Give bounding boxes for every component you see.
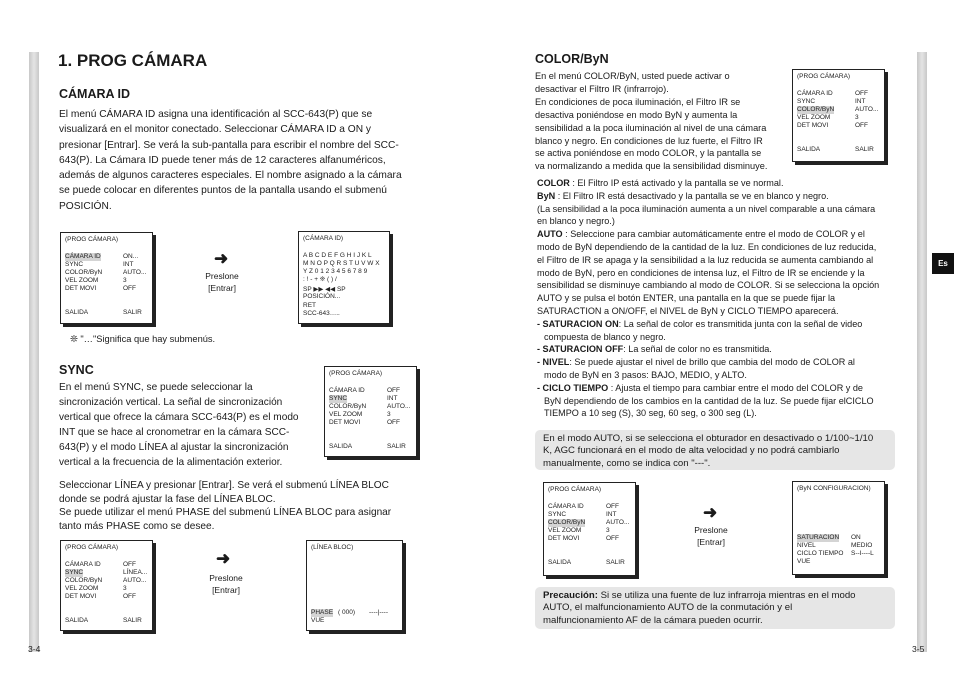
charset-line: A B C D E F G H I J K L [303, 252, 372, 259]
text-line: además de algunos caracteres especiales. El nombre asignado a la cámara [59, 170, 402, 182]
color-byn-intro [535, 70, 785, 173]
menu-item-salida: SALIDA [65, 617, 89, 624]
enter-label: [Entrar] [212, 584, 240, 595]
menu-value: INT [855, 98, 866, 105]
menu-value: AUTO... [123, 269, 147, 276]
enter-label: [Entrar] [697, 536, 725, 547]
text-line: presionar [Entrar]. Se verá la sub-pantalla para escribir el nombre del SCC- [59, 139, 399, 151]
menu-item-ret: RET [303, 302, 316, 309]
text-line: visualizará en el monitor conectado. Seleccionar CÁMARA ID a ON y [59, 124, 371, 136]
caution-note [535, 587, 895, 629]
term-auto: AUTO [537, 229, 563, 240]
menu-value: 3 [123, 277, 127, 284]
text-line: vertical a la frecuencia de la alimentación exterior. [59, 457, 283, 468]
caution-label: Precaución: [543, 590, 598, 601]
term-sat-on: - SATURACION ON [537, 318, 619, 329]
camera-name: SCC-643….. [303, 310, 340, 317]
menu-value: S--I----L [851, 550, 874, 557]
menu-item-phase: PHASE [311, 609, 334, 616]
menu-item-vue: VUE [797, 558, 811, 565]
menu-title: (LÍNEA BLOC) [311, 544, 354, 551]
press-enter-instruction [200, 573, 252, 596]
menu-value-salir: SALIR [123, 617, 142, 624]
right-binding-bar [917, 52, 927, 652]
desc: : La señal de color no es transmitida. [623, 344, 772, 355]
color-mode-line [537, 177, 907, 190]
desc: Si se utiliza una fuente de luz infrarroja mientras en el modo [597, 590, 856, 601]
section-heading-sync: SYNC [59, 363, 94, 377]
menu-prog-camara-color [792, 69, 885, 162]
text-line: En el menú COLOR/ByN, usted puede activar o [535, 71, 730, 81]
menu-value-salir: SALIR [606, 559, 625, 566]
menu-value: INT [123, 261, 134, 268]
menu-item-det-movi: DET MOVI [65, 285, 97, 292]
press-enter-instruction [196, 271, 248, 294]
enter-label: [Entrar] [208, 282, 236, 293]
text-line: INT que se hace al cronometrar en la cámara SCC- [59, 427, 290, 438]
menu-title: (ByN CONFIGURACION) [797, 485, 871, 492]
language-tab-es: Es [932, 253, 954, 274]
text-line: en blanco y negro.) [537, 216, 615, 227]
text-line: AUTO, el malfuncionamiento AUTO de la conmutación y el [543, 602, 793, 614]
text-line: En el modo AUTO, si se selecciona el obturador en desactivado o 1/100~1/10 [543, 433, 874, 444]
desc: : Ajusta el tiempo para cambiar entre el modo del COLOR y de [608, 382, 863, 393]
menu-item-camara-id: CÁMARA ID [329, 387, 365, 394]
menu-value: OFF [387, 387, 400, 394]
sync-body [59, 380, 319, 470]
menu-title: (PROG CÁMARA) [797, 73, 851, 80]
auto-mode-line [537, 228, 907, 241]
menu-item-color-byn: COLOR/ByN [329, 403, 367, 410]
text-line: En condiciones de poca iluminación, el Filtro IR se [535, 96, 741, 107]
caution-line [543, 590, 889, 602]
menu-item-det-movi: DET MOVI [548, 535, 580, 542]
menu-value: MEDIO [851, 542, 873, 549]
menu-value: OFF [387, 419, 400, 426]
menu-item-sync: SYNC [329, 395, 348, 402]
menu-item-camara-id: CÁMARA ID [65, 561, 101, 568]
page-number-right: 3-5 [912, 644, 925, 654]
menu-value: 3 [606, 527, 610, 534]
menu-item-vue: VUE [311, 617, 325, 624]
menu-value: OFF [123, 593, 136, 600]
camara-id-body [59, 107, 419, 214]
menu-prog-camara-linea [60, 540, 153, 631]
ciclo-line [537, 382, 907, 395]
menu-value: INT [606, 511, 617, 518]
menu-item-vel-zoom: VEL ZOOM [65, 585, 99, 592]
menu-title: (PROG CÁMARA) [329, 370, 383, 377]
menu-item-sync: SYNC [65, 261, 84, 268]
text-line: 643(P) y el modo LÍNEA al ajustar la sincronización [59, 442, 289, 453]
auto-mode-note [535, 430, 895, 470]
desc: : Seleccione para cambiar automáticamente entre el modo de COLOR y el [562, 229, 865, 240]
menu-item-salida: SALIDA [65, 309, 89, 316]
menu-value: LÍNEA... [123, 569, 148, 576]
text-line: donde se podrá ajustar la fase del LÍNEA BLOC. [59, 493, 276, 505]
text-line: tanto más PHASE como se desee. [59, 520, 215, 532]
page-title: 1. PROG CÁMARA [58, 51, 208, 70]
menu-item-color-byn: COLOR/ByN [65, 269, 103, 276]
phase-value: ( 000) [338, 609, 355, 616]
menu-linea-bloc [306, 540, 403, 631]
menu-item-camara-id: CÁMARA ID [797, 90, 833, 97]
press-label: Preslone [694, 525, 728, 535]
text-line: K, AGC funcionará en el modo de alta velocidad y no podrá cambiarlo [543, 445, 840, 457]
text-line: desactivar el Filtro IR (infrarrojo). [535, 83, 669, 94]
sat-on-line [537, 318, 907, 331]
text-line: sensibilidad a la poca iluminación al nivel de una cámara [535, 122, 767, 133]
menu-value: 3 [855, 114, 859, 121]
menu-prog-camara-sync [324, 366, 417, 457]
menu-camara-id [298, 231, 390, 324]
menu-value: ON... [123, 253, 139, 260]
menu-value: ON [851, 534, 861, 541]
text-line: compuesta de blanco y negro. [544, 331, 666, 342]
menu-value-salir: SALIR [387, 443, 406, 450]
menu-item-vel-zoom: VEL ZOOM [797, 114, 831, 121]
menu-byn-configuracion [792, 481, 885, 575]
text-line: modo de ByN en 3 pasos: BAJO, MEDIO, y ALTO. [544, 369, 747, 380]
desc: : El Filtro IR está desactivado y la pantalla se ve en blanco y negro. [555, 190, 829, 201]
text-line: desactiva poniéndose en modo ByN y aumenta la [535, 109, 738, 120]
byn-mode-line [537, 190, 907, 203]
text-line: se puede colocar en diferentes puntos de la pantalla usando el submenú [59, 185, 387, 197]
text-line: vertical que ofrece la cámara SCC-643(P) es el modo [59, 412, 299, 423]
arrow-right-icon: ➜ [703, 503, 718, 522]
text-line: se activa poniéndose en modo COLOR, y la pantalla se [535, 148, 762, 159]
menu-value: AUTO... [606, 519, 630, 526]
text-line: modo de ByN dependiendo de la cantidad de la luz. En condiciones de luz reducida, [537, 241, 877, 252]
text-line: El menú CÁMARA ID asigna una identificación al SCC-643(P) que se [59, 109, 373, 120]
menu-value: 3 [387, 411, 391, 418]
arrow-right-icon: ➜ [216, 549, 231, 568]
menu-item-vel-zoom: VEL ZOOM [329, 411, 363, 418]
desc: : El Filtro IP está activado y la pantalla se ve normal. [569, 178, 784, 188]
menu-item-det-movi: DET MOVI [65, 593, 97, 600]
sync-linea-body [59, 479, 419, 533]
menu-item-color-byn: COLOR/ByN [548, 519, 586, 526]
text-line: AUTO y se pulsa el botón ENTER, una pantalla en la que se puede fijar la [537, 293, 836, 304]
desc: : Se puede ajustar el nivel de brillo que cambia del modo de COLOR al [569, 357, 855, 368]
term-byn: ByN [537, 190, 556, 201]
menu-value: OFF [855, 122, 868, 129]
menu-item-color-byn: COLOR/ByN [797, 106, 835, 113]
press-enter-instruction [685, 525, 737, 548]
text-line: Seleccionar LÍNEA y presionar [Entrar]. Se verá el submenú LÍNEA BLOC [59, 480, 389, 491]
text-line: el Filtro de IR se apaga y la sensibilidad a la luz reducida se aumenta cambiando al [537, 254, 874, 265]
charset-line: : ! - + ❊ ( ) / [303, 276, 337, 283]
text-line: SATURACTION a ON/OFF, el NIVEL de ByN y CICLO TIEMPO aparecerá. [537, 305, 839, 316]
menu-value: OFF [123, 561, 136, 568]
menu-prog-camara-color-2 [543, 482, 636, 576]
menu-item-sync: SYNC [65, 569, 84, 576]
color-modes-description [537, 177, 907, 420]
menu-value-salir: SALIR [855, 146, 874, 153]
text-line: ByN dependiendo de los cambios en la cantidad de la luz. Se puede fijar elCICLO [544, 395, 874, 406]
charset-line: Y Z 0 1 2 3 4 5 6 7 8 9 [303, 268, 368, 275]
menu-item-vel-zoom: VEL ZOOM [65, 277, 99, 284]
menu-item-camara-id: CÁMARA ID [65, 253, 101, 260]
arrow-right-icon: ➜ [214, 249, 229, 268]
menu-item-salida: SALIDA [797, 146, 821, 153]
term-color: COLOR [537, 178, 570, 188]
menu-value-salir: SALIR [123, 309, 142, 316]
text-line: sensibilidad se disminuye cambiando al modo de COLOR. Si se selecciona la opción [537, 280, 880, 291]
section-heading-color-byn: COLOR/ByN [535, 52, 609, 66]
menu-item-vel-zoom: VEL ZOOM [548, 527, 582, 534]
menu-value: OFF [606, 535, 619, 542]
left-binding-bar [29, 52, 39, 652]
text-line: modo de ByN, pero en condiciones de intensa luz, el Filtro de IR se enciende y la [537, 267, 865, 278]
text-line: 643(P). La Cámara ID puede tener más de 12 caracteres alfanuméricos, [59, 154, 386, 166]
menu-value: 3 [123, 585, 127, 592]
term-sat-off: - SATURACION OFF [537, 344, 624, 355]
press-label: Preslone [209, 573, 243, 583]
press-label: Preslone [205, 271, 239, 281]
text-line: (La sensibilidad a la poca iluminación aumenta a un nivel comparable a una cámara [537, 203, 876, 214]
menu-value: AUTO... [855, 106, 879, 113]
desc: : La señal de color es transmitida junta con la señal de video [618, 318, 863, 329]
menu-item-sync: SYNC [548, 511, 567, 518]
text-line: va normalizando a medida que la sensibilidad disminuye. [535, 161, 768, 172]
menu-prog-camara-1 [60, 232, 153, 324]
menu-value: OFF [123, 285, 136, 292]
term-ciclo: - CICLO TIEMPO [537, 382, 609, 393]
charset-line: SP ▶▶ ◀◀ SP [303, 286, 346, 293]
menu-item-nivel: NIVEL [797, 542, 816, 549]
menu-value: INT [387, 395, 398, 402]
sat-off-line [537, 343, 907, 356]
menu-item-saturacion: SATURACION [797, 534, 840, 541]
submenu-footnote: ❊ "…"Significa que hay submenús. [70, 334, 216, 344]
charset-line: M N O P Q R S T U V W X [303, 260, 380, 267]
menu-title: (PROG CÁMARA) [65, 544, 119, 551]
menu-item-salida: SALIDA [548, 559, 572, 566]
menu-title: (CÁMARA ID) [303, 235, 344, 242]
menu-title: (PROG CÁMARA) [548, 486, 602, 493]
menu-item-sync: SYNC [797, 98, 816, 105]
menu-item-ciclo-tiempo: CICLO TIEMPO [797, 550, 844, 557]
text-line: Se puede utilizar el menú PHASE del submenú LÍNEA BLOC para asignar [59, 507, 392, 518]
menu-value: AUTO... [123, 577, 147, 584]
term-nivel: - NIVEL [537, 357, 570, 368]
menu-item-camara-id: CÁMARA ID [548, 503, 584, 510]
text-line: malfuncionamiento AF de la cámara pueden ocurrir. [543, 614, 763, 626]
menu-item-salida: SALIDA [329, 443, 353, 450]
menu-value: OFF [855, 90, 868, 97]
nivel-line [537, 356, 907, 369]
text-line: POSICIÓN. [59, 200, 112, 212]
menu-value: OFF [606, 503, 619, 510]
menu-value: AUTO... [387, 403, 411, 410]
text-line: TIEMPO a 10 seg (S), 30 seg, 60 seg, o 300 seg (L). [544, 408, 757, 419]
section-heading-camara-id: CÁMARA ID [59, 87, 131, 101]
text-line: sincronización vertical. La señal de sincronización [59, 397, 283, 408]
phase-bar: ----|---- [369, 609, 389, 616]
menu-item-det-movi: DET MOVI [797, 122, 829, 129]
page-number-left: 3-4 [28, 644, 41, 654]
menu-item-color-byn: COLOR/ByN [65, 577, 103, 584]
menu-item-posicion: POSICIÓN... [303, 293, 341, 300]
text-line: blanco y negro. En condiciones de luz fuerte, el Filtro IR [535, 135, 763, 146]
menu-title: (PROG CÁMARA) [65, 236, 119, 243]
text-line: manualmente, como se indica con "---". [543, 457, 711, 469]
menu-item-det-movi: DET MOVI [329, 419, 361, 426]
text-line: En el menú SYNC, se puede seleccionar la [59, 382, 253, 393]
